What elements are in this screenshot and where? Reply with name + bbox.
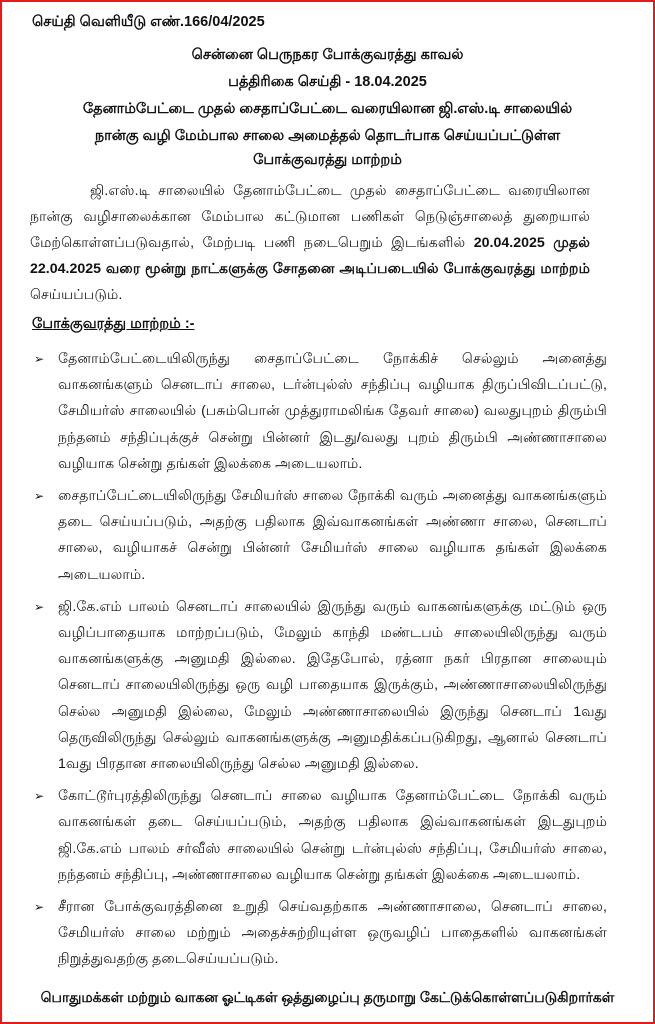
list-item <box>32 894 607 973</box>
intro-text-end: செய்யப்படும். <box>30 287 123 303</box>
arrowhead-bullet-icon: ➢ <box>34 489 45 504</box>
diversion-list <box>32 346 607 979</box>
arrowhead-bullet-icon: ➢ <box>34 599 45 614</box>
list-item-text: சைதாப்பேட்டையிலிருந்து சேமியர்ஸ் சாலை நோக்கி வரும் அனைத்து வாகனங்களும் தடை செய்யப்படும், அதற்கு பதிலாக இவ்வாகனங்கள் அண்ணா சாலை, செனடாப் சாலை, வழியாகச் சென்று பின்னர் சேமியர்ஸ் சாலை வழியாக தங்கள் இலக்கை அடையலாம். <box>58 488 607 583</box>
title-line-3: போக்குவரத்து மாற்றம் <box>253 152 402 168</box>
list-item-text: தேனாம்பேட்டையிலிருந்து சைதாப்பேட்டை நோக்கிச் செல்லும் அனைத்து வாகனங்களும் செனடாப் சாலை, டர்ன்புல்ஸ் சந்திப்பு வழியாக திருப்பிவிடப்பட்டு, சேமியர்ஸ் சாலையில் (பசும்பொன் முத்துராமலிங்க தேவர் சாலை) வலதுபுறம் திரும்பி நந்தனம் சந்திப்புக்குச் சென்று பின்னர் இடது/வலது புறம் திரும்பி அண்ணாசாலை வழியாக சென்று தங்கள் இலக்கை அடையலாம். <box>58 351 607 472</box>
issuing-office: சென்னை பெருநகர போக்குவரத்து காவல் <box>191 47 464 63</box>
title-line-2: நான்கு வழி மேம்பால சாலை அமைத்தல் தொடர்பாக செய்யப்பட்டுள்ள <box>94 128 561 144</box>
intro-paragraph <box>30 178 590 308</box>
arrowhead-bullet-icon: ➢ <box>34 900 45 915</box>
release-reference-number: செய்தி வெளியீடு எண்.166/04/2025 <box>32 14 265 30</box>
title-line-1: தேனாம்பேட்டை முதல் சைதாப்பேட்டை வரையிலான ஜி.எஸ்.டி சாலையில் <box>82 101 573 117</box>
list-item <box>32 594 607 777</box>
press-date: பத்திரிகை செய்தி - 18.04.2025 <box>228 74 427 90</box>
list-item-text: ஜி.கே.எம் பாலம் செனடாப் சாலையில் இருந்து வரும் வாகனங்களுக்கு மட்டும் ஒரு வழிப்பாதையாக மாற்றப்படும், மேலும் காந்தி மண்டபம் சாலையிலிருந்து வரும் வாகனங்களுக்கு அனுமதி இல்லை. இதேபோல், ரத்னா நகர் பிரதான சாலையும் செனடாப் சாலையிலிருந்து ஒரு வழி பாதையாக இருக்கும், அண்ணாசாலையிலிருந்து செல்ல அனுமதி இல்லை, மேலும் அண்ணாசாலையில் இருந்து செனடாப் 1வது தெருவிலிருந்து செல்லும் வாகனங்களுக்கு அனுமதிக்கப்படுகிறது, ஆனால் செனடாப் 1வது பிரதான சாலையிலிருந்து செல்ல அனுமதி இல்லை. <box>58 598 607 773</box>
arrowhead-bullet-icon: ➢ <box>34 789 45 804</box>
list-item-text: கோட்டூர்புரத்திலிருந்து செனடாப் சாலை வழியாக தேனாம்பேட்டை நோக்கி வரும் வாகனங்கள் தடை செய்யப்படும், அதற்கு பதிலாக இவ்வாகனங்கள் இடதுபுறம் ஜி.கே.எம் பாலம் சர்வீஸ் சாலையில் சென்று டர்ன்புல்ஸ் சந்திப்பு, சேமியர்ஸ் சாலை, நந்தனம் சந்திப்பு, அண்ணாசாலை வழியாக சென்று தங்கள் இலக்கை அடையலாம். <box>58 788 607 883</box>
list-item <box>32 483 607 588</box>
list-item <box>32 346 607 477</box>
intro-bold-dates: 20.04.2025 முதல் 22.04.2025 வரை மூன்று நாட்களுக்கு சோதனை அடிப்படையில் போக்குவரத்து மாற்றம் <box>30 235 590 277</box>
intro-text-start: ஜி.எஸ்.டி சாலையில் தேனாம்பேட்டை முதல் சைதாப்பேட்டை வரையிலான நான்கு வழிசாலைக்கான மேம்பால கட்டுமான பணிகள் நெடுஞ்சாலைத் துறையால் மேற்கொள்ளப்படுவதால், மேற்படி பணி நடைபெறும் இடங்களில் <box>30 183 590 251</box>
section-heading: போக்குவரத்து மாற்றம் :- <box>32 316 195 332</box>
list-item <box>32 783 607 888</box>
closing-appeal: பொதுமக்கள் மற்றும் வாகன ஓட்டிகள் ஒத்துழைப்பு தருமாறு கேட்டுக்கொள்ளப்படுகிறார்கள் <box>40 989 615 1005</box>
list-item-text: சீரான போக்குவரத்தினை உறுதி செய்வதற்காக அண்ணாசாலை, செனடாப் சாலை, சேமியர்ஸ் சாலை மற்றும் அதைச்சுற்றியுள்ள ஒருவழிப் பாதைகளில் வாகனங்கள் நிறுத்துவதற்கு தடைசெய்யப்படும். <box>58 899 607 968</box>
arrowhead-bullet-icon: ➢ <box>34 352 45 366</box>
